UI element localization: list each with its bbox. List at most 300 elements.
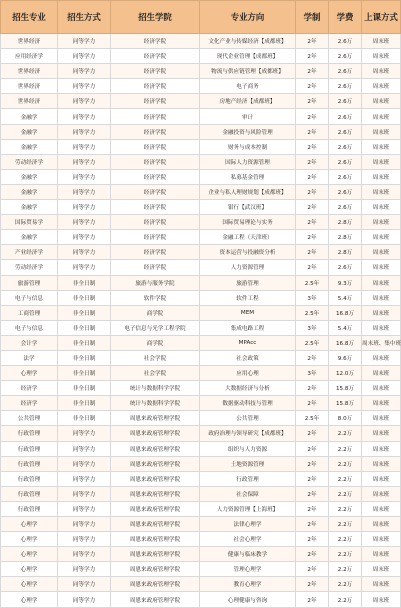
- cell-admission-type: 非全日制: [58, 366, 111, 381]
- cell-major: 会计学: [1, 335, 58, 350]
- cell-duration: 2年: [296, 471, 329, 486]
- cell-college: 周恩来政府管理学院: [111, 441, 200, 456]
- cell-admission-type: 同等学力: [58, 592, 111, 607]
- cell-major: 行政管理: [1, 486, 58, 501]
- cell-class-mode: 周末班: [362, 139, 401, 154]
- cell-duration: 2年: [296, 381, 329, 396]
- cell-direction: 法律心理学: [200, 517, 296, 532]
- cell-tuition: 2.2万: [329, 426, 362, 441]
- cell-admission-type: 非全日制: [58, 290, 111, 305]
- cell-college: 周恩来政府管理学院: [111, 426, 200, 441]
- cell-direction: MEM: [200, 305, 296, 320]
- cell-class-mode: 周末班: [362, 411, 401, 426]
- cell-class-mode: 周末班: [362, 426, 401, 441]
- table-row: [1, 381, 401, 396]
- cell-college: 经济学院: [111, 215, 200, 230]
- cell-major: 世界经济: [1, 64, 58, 79]
- table-row: [1, 94, 401, 109]
- cell-duration: 2年: [296, 139, 329, 154]
- table-row: [1, 471, 401, 486]
- cell-tuition: 9.3万: [329, 275, 362, 290]
- cell-duration: 3年: [296, 320, 329, 335]
- cell-direction: 资本运营与投融资分析: [200, 245, 296, 260]
- cell-admission-type: 同等学力: [58, 577, 111, 592]
- cell-admission-type: 同等学力: [58, 562, 111, 577]
- cell-tuition: 2.6万: [329, 124, 362, 139]
- cell-duration: 2.5年: [296, 411, 329, 426]
- cell-major: 应用经济学: [1, 49, 58, 64]
- cell-direction: MPAcc: [200, 335, 296, 350]
- table-row: [1, 350, 401, 365]
- header-college: 招生学院: [111, 1, 200, 34]
- table-row: [1, 169, 401, 184]
- cell-duration: 2年: [296, 562, 329, 577]
- table-row: [1, 64, 401, 79]
- table-row: [1, 562, 401, 577]
- cell-college: 经济学院: [111, 184, 200, 199]
- cell-admission-type: 同等学力: [58, 49, 111, 64]
- cell-college: 周恩来政府管理学院: [111, 547, 200, 562]
- cell-college: 统计与数据科学学院: [111, 381, 200, 396]
- table-row: [1, 49, 401, 64]
- cell-direction: 集成电路工程: [200, 320, 296, 335]
- cell-major: 金融学: [1, 109, 58, 124]
- table-row: [1, 320, 401, 335]
- table-row: [1, 441, 401, 456]
- table-row: [1, 592, 401, 607]
- cell-duration: 2年: [296, 260, 329, 275]
- header-major: 招生专业: [1, 1, 58, 34]
- cell-tuition: 2.2万: [329, 592, 362, 607]
- cell-tuition: 2.2万: [329, 471, 362, 486]
- cell-duration: 2年: [296, 169, 329, 184]
- header-duration: 学制: [296, 1, 329, 34]
- cell-class-mode: 周末班: [362, 230, 401, 245]
- cell-tuition: 2.8万: [329, 245, 362, 260]
- cell-class-mode: 周末班: [362, 260, 401, 275]
- cell-class-mode: 周末班: [362, 366, 401, 381]
- cell-college: 电子信息与光学工程学院: [111, 320, 200, 335]
- cell-admission-type: 非全日制: [58, 411, 111, 426]
- cell-direction: 软件工程: [200, 290, 296, 305]
- cell-tuition: 2.6万: [329, 139, 362, 154]
- cell-admission-type: 同等学力: [58, 426, 111, 441]
- cell-duration: 2年: [296, 154, 329, 169]
- cell-direction: 人力资源管理【上海班】: [200, 501, 296, 516]
- cell-admission-type: 同等学力: [58, 456, 111, 471]
- cell-tuition: 2.8万: [329, 230, 362, 245]
- cell-direction: 行政管理: [200, 471, 296, 486]
- cell-direction: 应用心理: [200, 366, 296, 381]
- cell-tuition: 9.6万: [329, 350, 362, 365]
- cell-major: 心理学: [1, 517, 58, 532]
- table-row: [1, 411, 401, 426]
- cell-duration: 2年: [296, 49, 329, 64]
- cell-class-mode: 周末班: [362, 547, 401, 562]
- cell-direction: 旅游管理: [200, 275, 296, 290]
- cell-admission-type: 同等学力: [58, 79, 111, 94]
- cell-college: 经济学院: [111, 124, 200, 139]
- cell-class-mode: 周末班: [362, 94, 401, 109]
- cell-major: 行政管理: [1, 426, 58, 441]
- cell-direction: 房地产经济【成都班】: [200, 94, 296, 109]
- cell-college: 经济学院: [111, 79, 200, 94]
- cell-direction: 国际贸易理论与实务: [200, 215, 296, 230]
- cell-admission-type: 非全日制: [58, 305, 111, 320]
- cell-admission-type: 非全日制: [58, 381, 111, 396]
- cell-direction: 银行【武汉班】: [200, 200, 296, 215]
- cell-admission-type: 同等学力: [58, 200, 111, 215]
- cell-class-mode: 周末班: [362, 501, 401, 516]
- cell-major: 金融学: [1, 200, 58, 215]
- cell-admission-type: 同等学力: [58, 34, 111, 49]
- cell-college: 经济学院: [111, 200, 200, 215]
- cell-duration: 2年: [296, 184, 329, 199]
- cell-duration: 2年: [296, 94, 329, 109]
- cell-duration: 2.5年: [296, 275, 329, 290]
- cell-college: 经济学院: [111, 94, 200, 109]
- table-row: [1, 124, 401, 139]
- cell-admission-type: 同等学力: [58, 547, 111, 562]
- cell-duration: 2年: [296, 109, 329, 124]
- cell-college: 社会学院: [111, 366, 200, 381]
- cell-class-mode: 周末班: [362, 396, 401, 411]
- cell-direction: 财务与成本控制: [200, 139, 296, 154]
- cell-direction: 电子商务: [200, 79, 296, 94]
- cell-duration: 2年: [296, 517, 329, 532]
- cell-class-mode: 周末班: [362, 64, 401, 79]
- cell-class-mode: 周末班: [362, 456, 401, 471]
- cell-admission-type: 非全日制: [58, 320, 111, 335]
- cell-admission-type: 同等学力: [58, 501, 111, 516]
- table-row: [1, 577, 401, 592]
- cell-college: 旅游与服务学院: [111, 275, 200, 290]
- cell-tuition: 8.0万: [329, 411, 362, 426]
- table-row: [1, 230, 401, 245]
- table-row: [1, 290, 401, 305]
- cell-college: 经济学院: [111, 49, 200, 64]
- table-row: [1, 275, 401, 290]
- table-row: [1, 109, 401, 124]
- cell-tuition: 16.8万: [329, 335, 362, 350]
- cell-tuition: 15.8万: [329, 381, 362, 396]
- cell-major: 金融学: [1, 184, 58, 199]
- cell-college: 经济学院: [111, 245, 200, 260]
- header-direction: 专业方向: [200, 1, 296, 34]
- cell-duration: 3年: [296, 290, 329, 305]
- cell-direction: 审计: [200, 109, 296, 124]
- cell-duration: 2.5年: [296, 335, 329, 350]
- cell-major: 行政管理: [1, 501, 58, 516]
- cell-tuition: 16.8万: [329, 305, 362, 320]
- cell-admission-type: 同等学力: [58, 230, 111, 245]
- cell-tuition: 2.6万: [329, 169, 362, 184]
- table-row: [1, 532, 401, 547]
- cell-admission-type: 同等学力: [58, 169, 111, 184]
- cell-admission-type: 同等学力: [58, 64, 111, 79]
- cell-major: 电子与信息: [1, 320, 58, 335]
- cell-direction: 公共管理: [200, 411, 296, 426]
- cell-direction: 国际人力资源管理: [200, 154, 296, 169]
- cell-tuition: 2.6万: [329, 49, 362, 64]
- cell-class-mode: 周末班: [362, 320, 401, 335]
- cell-tuition: 2.2万: [329, 441, 362, 456]
- cell-admission-type: 同等学力: [58, 124, 111, 139]
- cell-duration: 2年: [296, 230, 329, 245]
- cell-tuition: 2.2万: [329, 532, 362, 547]
- cell-major: 世界经济: [1, 94, 58, 109]
- cell-tuition: 2.6万: [329, 154, 362, 169]
- cell-class-mode: 周末班: [362, 486, 401, 501]
- cell-class-mode: 周末班: [362, 577, 401, 592]
- cell-direction: 社会心理学: [200, 532, 296, 547]
- cell-admission-type: 同等学力: [58, 260, 111, 275]
- cell-admission-type: 同等学力: [58, 532, 111, 547]
- cell-direction: 教育心理学: [200, 577, 296, 592]
- cell-major: 心理学: [1, 562, 58, 577]
- cell-tuition: 2.6万: [329, 200, 362, 215]
- cell-class-mode: 周末班: [362, 154, 401, 169]
- cell-admission-type: 同等学力: [58, 139, 111, 154]
- table-row: [1, 426, 401, 441]
- cell-direction: 社会政策: [200, 350, 296, 365]
- cell-direction: 政府治理与领导研究【成都班】: [200, 426, 296, 441]
- cell-duration: 2年: [296, 577, 329, 592]
- cell-class-mode: 周末班: [362, 350, 401, 365]
- cell-tuition: 2.2万: [329, 501, 362, 516]
- cell-college: 经济学院: [111, 34, 200, 49]
- cell-admission-type: 同等学力: [58, 441, 111, 456]
- cell-duration: 2年: [296, 200, 329, 215]
- cell-direction: 土地资源管理: [200, 456, 296, 471]
- header-admission-type: 招生方式: [58, 1, 111, 34]
- cell-class-mode: 周末班: [362, 184, 401, 199]
- cell-direction: 组织与人力资源: [200, 441, 296, 456]
- table-row: [1, 200, 401, 215]
- cell-tuition: 2.6万: [329, 94, 362, 109]
- cell-admission-type: 同等学力: [58, 94, 111, 109]
- table-body: [1, 34, 401, 608]
- cell-major: 金融学: [1, 230, 58, 245]
- cell-admission-type: 同等学力: [58, 245, 111, 260]
- cell-duration: 2年: [296, 79, 329, 94]
- cell-duration: 2年: [296, 592, 329, 607]
- cell-college: 周恩来政府管理学院: [111, 517, 200, 532]
- cell-duration: 2年: [296, 532, 329, 547]
- table-row: [1, 139, 401, 154]
- table-header-row: [1, 1, 401, 34]
- cell-college: 经济学院: [111, 154, 200, 169]
- cell-duration: 2年: [296, 124, 329, 139]
- table-row: [1, 184, 401, 199]
- cell-class-mode: 周末班: [362, 517, 401, 532]
- cell-duration: 2年: [296, 501, 329, 516]
- cell-class-mode: 周末班: [362, 441, 401, 456]
- header-tuition: 学费: [329, 1, 362, 34]
- cell-admission-type: 非全日制: [58, 350, 111, 365]
- cell-college: 周恩来政府管理学院: [111, 577, 200, 592]
- cell-college: 周恩来政府管理学院: [111, 501, 200, 516]
- cell-major: 工商管理: [1, 305, 58, 320]
- cell-class-mode: 周末班: [362, 562, 401, 577]
- cell-class-mode: 周末班: [362, 49, 401, 64]
- cell-duration: 3年: [296, 366, 329, 381]
- cell-class-mode: 周末班: [362, 169, 401, 184]
- cell-tuition: 2.2万: [329, 486, 362, 501]
- cell-tuition: 2.6万: [329, 64, 362, 79]
- cell-class-mode: 周末班、集中班: [362, 335, 401, 350]
- cell-college: 周恩来政府管理学院: [111, 592, 200, 607]
- cell-direction: 现代企业管理【成都班】: [200, 49, 296, 64]
- cell-admission-type: 非全日制: [58, 275, 111, 290]
- cell-tuition: 5.4万: [329, 320, 362, 335]
- cell-direction: 数据驱动科技与管理: [200, 396, 296, 411]
- cell-class-mode: 周末班: [362, 305, 401, 320]
- table-row: [1, 517, 401, 532]
- cell-direction: 私募基金管理: [200, 169, 296, 184]
- cell-major: 劳动经济学: [1, 260, 58, 275]
- cell-class-mode: 周末班: [362, 124, 401, 139]
- cell-major: 金融学: [1, 124, 58, 139]
- cell-admission-type: 同等学力: [58, 154, 111, 169]
- table-row: [1, 34, 401, 49]
- cell-tuition: 2.6万: [329, 184, 362, 199]
- cell-direction: 文化产业与传媒经济【成都班】: [200, 34, 296, 49]
- table-row: [1, 396, 401, 411]
- cell-direction: 社会保障: [200, 486, 296, 501]
- cell-major: 旅游管理: [1, 275, 58, 290]
- cell-college: 经济学院: [111, 230, 200, 245]
- cell-tuition: 2.6万: [329, 260, 362, 275]
- cell-college: 经济学院: [111, 260, 200, 275]
- cell-tuition: 5.4万: [329, 290, 362, 305]
- cell-college: 周恩来政府管理学院: [111, 411, 200, 426]
- cell-duration: 2年: [296, 547, 329, 562]
- cell-duration: 2年: [296, 456, 329, 471]
- cell-duration: 2年: [296, 64, 329, 79]
- cell-class-mode: 周末班: [362, 215, 401, 230]
- cell-direction: 管理心理学: [200, 562, 296, 577]
- cell-major: 金融学: [1, 139, 58, 154]
- cell-duration: 2年: [296, 486, 329, 501]
- cell-major: 经济学: [1, 381, 58, 396]
- cell-major: 产业经济学: [1, 245, 58, 260]
- table-row: [1, 305, 401, 320]
- cell-major: 电子与信息: [1, 290, 58, 305]
- cell-class-mode: 周末班: [362, 592, 401, 607]
- cell-direction: 企业与私人理财规划【成都班】: [200, 184, 296, 199]
- cell-major: 心理学: [1, 577, 58, 592]
- table-row: [1, 366, 401, 381]
- table-row: [1, 245, 401, 260]
- cell-direction: 心理健康与咨询: [200, 592, 296, 607]
- cell-class-mode: 周末班: [362, 200, 401, 215]
- cell-direction: 金融工程（天津班）: [200, 230, 296, 245]
- table-row: [1, 456, 401, 471]
- cell-duration: 2年: [296, 34, 329, 49]
- cell-college: 商学院: [111, 335, 200, 350]
- cell-tuition: 2.2万: [329, 562, 362, 577]
- cell-college: 软件学院: [111, 290, 200, 305]
- cell-major: 心理学: [1, 366, 58, 381]
- cell-college: 统计与数据科学学院: [111, 396, 200, 411]
- cell-admission-type: 非全日制: [58, 335, 111, 350]
- cell-college: 周恩来政府管理学院: [111, 486, 200, 501]
- cell-admission-type: 同等学力: [58, 517, 111, 532]
- cell-duration: 2年: [296, 350, 329, 365]
- cell-major: 行政管理: [1, 441, 58, 456]
- cell-duration: 2年: [296, 215, 329, 230]
- table-row: [1, 486, 401, 501]
- table-row: [1, 215, 401, 230]
- table-row: [1, 260, 401, 275]
- cell-major: 法学: [1, 350, 58, 365]
- cell-college: 周恩来政府管理学院: [111, 562, 200, 577]
- cell-class-mode: 周末班: [362, 275, 401, 290]
- cell-major: 世界经济: [1, 79, 58, 94]
- cell-direction: 健康与临床教学: [200, 547, 296, 562]
- cell-admission-type: 同等学力: [58, 215, 111, 230]
- cell-tuition: 2.2万: [329, 517, 362, 532]
- table-row: [1, 79, 401, 94]
- cell-major: 心理学: [1, 592, 58, 607]
- cell-admission-type: 同等学力: [58, 109, 111, 124]
- cell-major: 行政管理: [1, 456, 58, 471]
- cell-class-mode: 周末班: [362, 290, 401, 305]
- cell-direction: 人力资源管理: [200, 260, 296, 275]
- cell-tuition: 2.2万: [329, 547, 362, 562]
- cell-duration: 2年: [296, 426, 329, 441]
- cell-direction: 大数据经济与分析: [200, 381, 296, 396]
- cell-class-mode: 周末班: [362, 381, 401, 396]
- cell-college: 周恩来政府管理学院: [111, 456, 200, 471]
- cell-class-mode: 周末班: [362, 109, 401, 124]
- cell-tuition: 2.6万: [329, 109, 362, 124]
- table-row: [1, 501, 401, 516]
- cell-class-mode: 周末班: [362, 79, 401, 94]
- cell-college: 经济学院: [111, 169, 200, 184]
- cell-direction: 金融投资与风险管理: [200, 124, 296, 139]
- table-row: [1, 547, 401, 562]
- cell-major: 国际贸易学: [1, 215, 58, 230]
- cell-class-mode: 周末班: [362, 245, 401, 260]
- cell-direction: 物流与供应链管理【成都班】: [200, 64, 296, 79]
- cell-admission-type: 同等学力: [58, 486, 111, 501]
- cell-major: 心理学: [1, 547, 58, 562]
- header-class-mode: 上课方式: [362, 1, 401, 34]
- cell-major: 公共管理: [1, 411, 58, 426]
- cell-duration: 2年: [296, 396, 329, 411]
- cell-duration: 2年: [296, 441, 329, 456]
- cell-duration: 2.5年: [296, 305, 329, 320]
- cell-college: 经济学院: [111, 109, 200, 124]
- cell-class-mode: 周末班: [362, 34, 401, 49]
- cell-college: 经济学院: [111, 64, 200, 79]
- cell-college: 社会学院: [111, 350, 200, 365]
- cell-college: 商学院: [111, 305, 200, 320]
- table-row: [1, 335, 401, 350]
- cell-college: 周恩来政府管理学院: [111, 471, 200, 486]
- cell-tuition: 2.6万: [329, 34, 362, 49]
- cell-admission-type: 同等学力: [58, 471, 111, 486]
- cell-tuition: 12.0万: [329, 366, 362, 381]
- cell-tuition: 2.8万: [329, 215, 362, 230]
- cell-major: 行政管理: [1, 471, 58, 486]
- cell-tuition: 2.2万: [329, 577, 362, 592]
- cell-tuition: 2.2万: [329, 456, 362, 471]
- cell-college: 周恩来政府管理学院: [111, 532, 200, 547]
- cell-major: 劳动经济学: [1, 154, 58, 169]
